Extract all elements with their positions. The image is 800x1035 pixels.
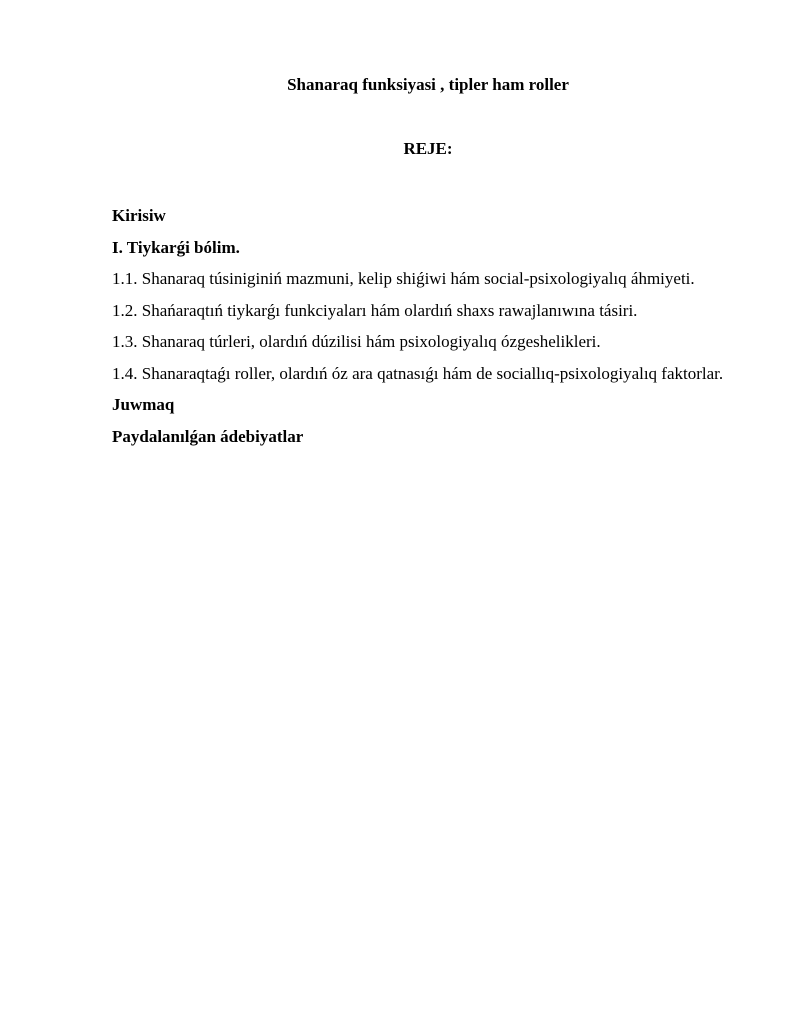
intro-heading: Kirisiw [112,206,166,225]
conclusion-heading: Juwmaq [112,395,175,414]
plan-item-1-4: 1.4. Shanaraqtaǵı roller, olardıń óz ara qatnasıǵı hám de sociallıq-psixologiyalıq faktorlar. [112,363,724,383]
document-title: Shanaraq funksiyasi , tipler ham roller [287,75,569,94]
plan-item-1-2: 1.2. Shańaraqtıń tiykarǵı funkciyaları hám olardıń shaxs rawajlanıwına tásiri. [112,300,638,320]
plan-item-1-1: 1.1. Shanaraq túsiniginiń mazmuni, kelip shiǵiwi hám social-psixologiyalıq áhmiyeti. [112,269,695,288]
plan-item-1-3: 1.3. Shanaraq túrleri, olardıń dúzilisi hám psixologiyalıq ózgeshelikleri. [112,332,601,351]
plan-list [112,200,743,452]
plan-heading: REJE: [403,139,453,158]
main-part-heading: I. Tiykarǵi bólim. [112,237,240,257]
references-heading: Paydalanılǵan ádebiyatlar [112,426,304,446]
